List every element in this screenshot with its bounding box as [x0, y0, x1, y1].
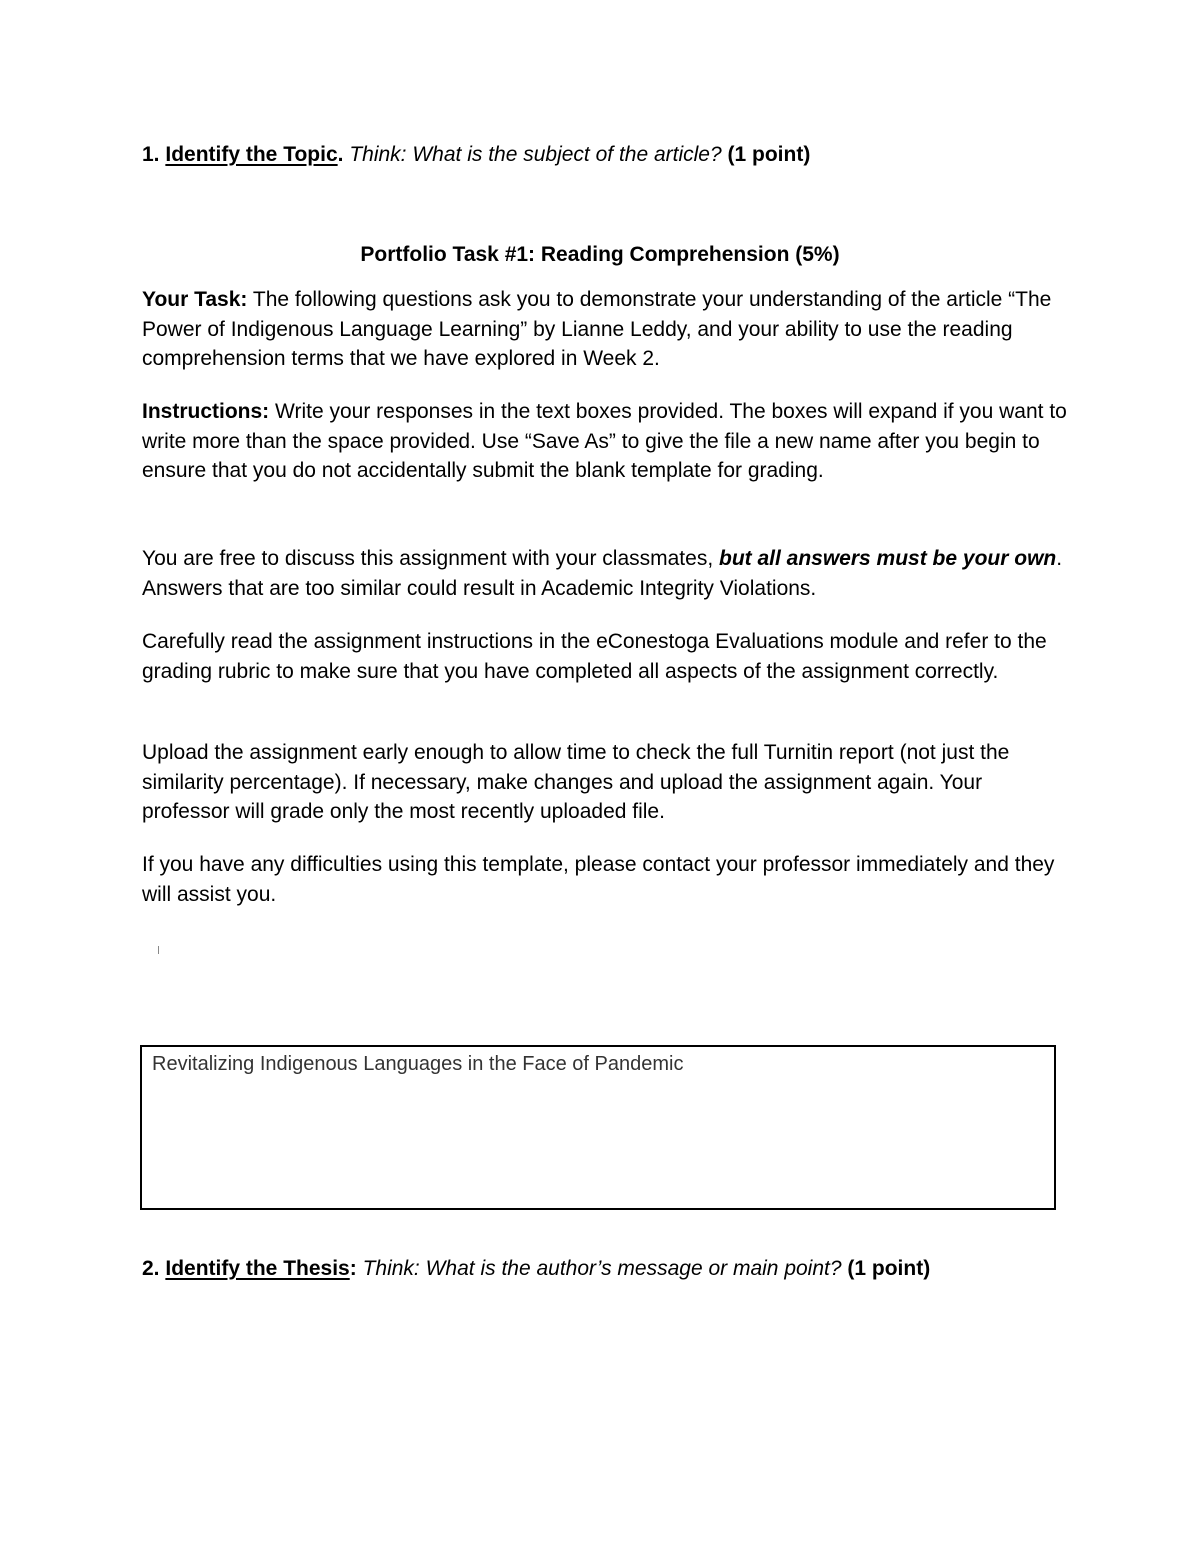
question-1-label-punct: .: [337, 143, 344, 166]
instructions-paragraph: [142, 397, 1072, 486]
answer-1-text-box[interactable]: [140, 1045, 1056, 1210]
discussion-paragraph: [142, 544, 1072, 603]
difficulties-paragraph: If you have any difficulties using this template, please contact your professor immediately and they will assist you.: [142, 853, 1055, 906]
instructions-label: Instructions:: [142, 400, 270, 423]
read-instructions-paragraph: Carefully read the assignment instructions in the eConestoga Evaluations module and refer to the grading rubric to make sure that you have completed all aspects of the assignment correctly.: [142, 630, 1047, 683]
question-2-number: 2.: [142, 1257, 160, 1280]
question-2-label-punct: :: [349, 1257, 357, 1280]
upload-paragraph: Upload the assignment early enough to allow time to check the full Turnitin report (not just the similarity percentage). If necessary, make changes and upload the assignment again. Your professor will grade only the most recently uploaded file.: [142, 741, 1010, 823]
your-task-paragraph: [142, 285, 1072, 374]
discussion-text-after: . Answers that are too similar could result in Academic Integrity Violations.: [142, 547, 1063, 600]
cursor-mark: [158, 946, 159, 954]
instructions-text: Write your responses in the text boxes provided. The boxes will expand if you want to write more than the space provided. Use “Save As” to give the file a new name after you begin to ensure that you do not accidentally submit the blank template for grading.: [142, 400, 1067, 482]
discussion-emphasis: but all answers must be your own: [719, 547, 1057, 570]
page-title: Portfolio Task #1: Reading Comprehension (5%): [360, 243, 840, 266]
question-1-number: 1.: [142, 143, 160, 166]
answer-1-text[interactable]: Revitalizing Indigenous Languages in the Face of Pandemic: [152, 1053, 684, 1075]
question-2-prompt: Think: What is the author’s message or main point?: [362, 1257, 842, 1280]
question-2-heading: [142, 1254, 930, 1284]
your-task-text: The following questions ask you to demonstrate your understanding of the article “The Power of Indigenous Language Learning” by Lianne Leddy, and your ability to use the reading comprehension terms that we have explored in Week 2.: [142, 288, 1052, 370]
discussion-text-before: You are free to discuss this assignment with your classmates,: [142, 547, 719, 570]
question-1-points: (1 point): [727, 143, 811, 166]
your-task-label: Your Task:: [142, 288, 248, 311]
question-2-label: Identify the Thesis: [165, 1257, 350, 1280]
question-1-heading: [142, 140, 810, 170]
question-1-prompt: Think: What is the subject of the article?: [349, 143, 722, 166]
question-1-label: Identify the Topic: [165, 143, 338, 166]
question-2-points: (1 point): [847, 1257, 931, 1280]
